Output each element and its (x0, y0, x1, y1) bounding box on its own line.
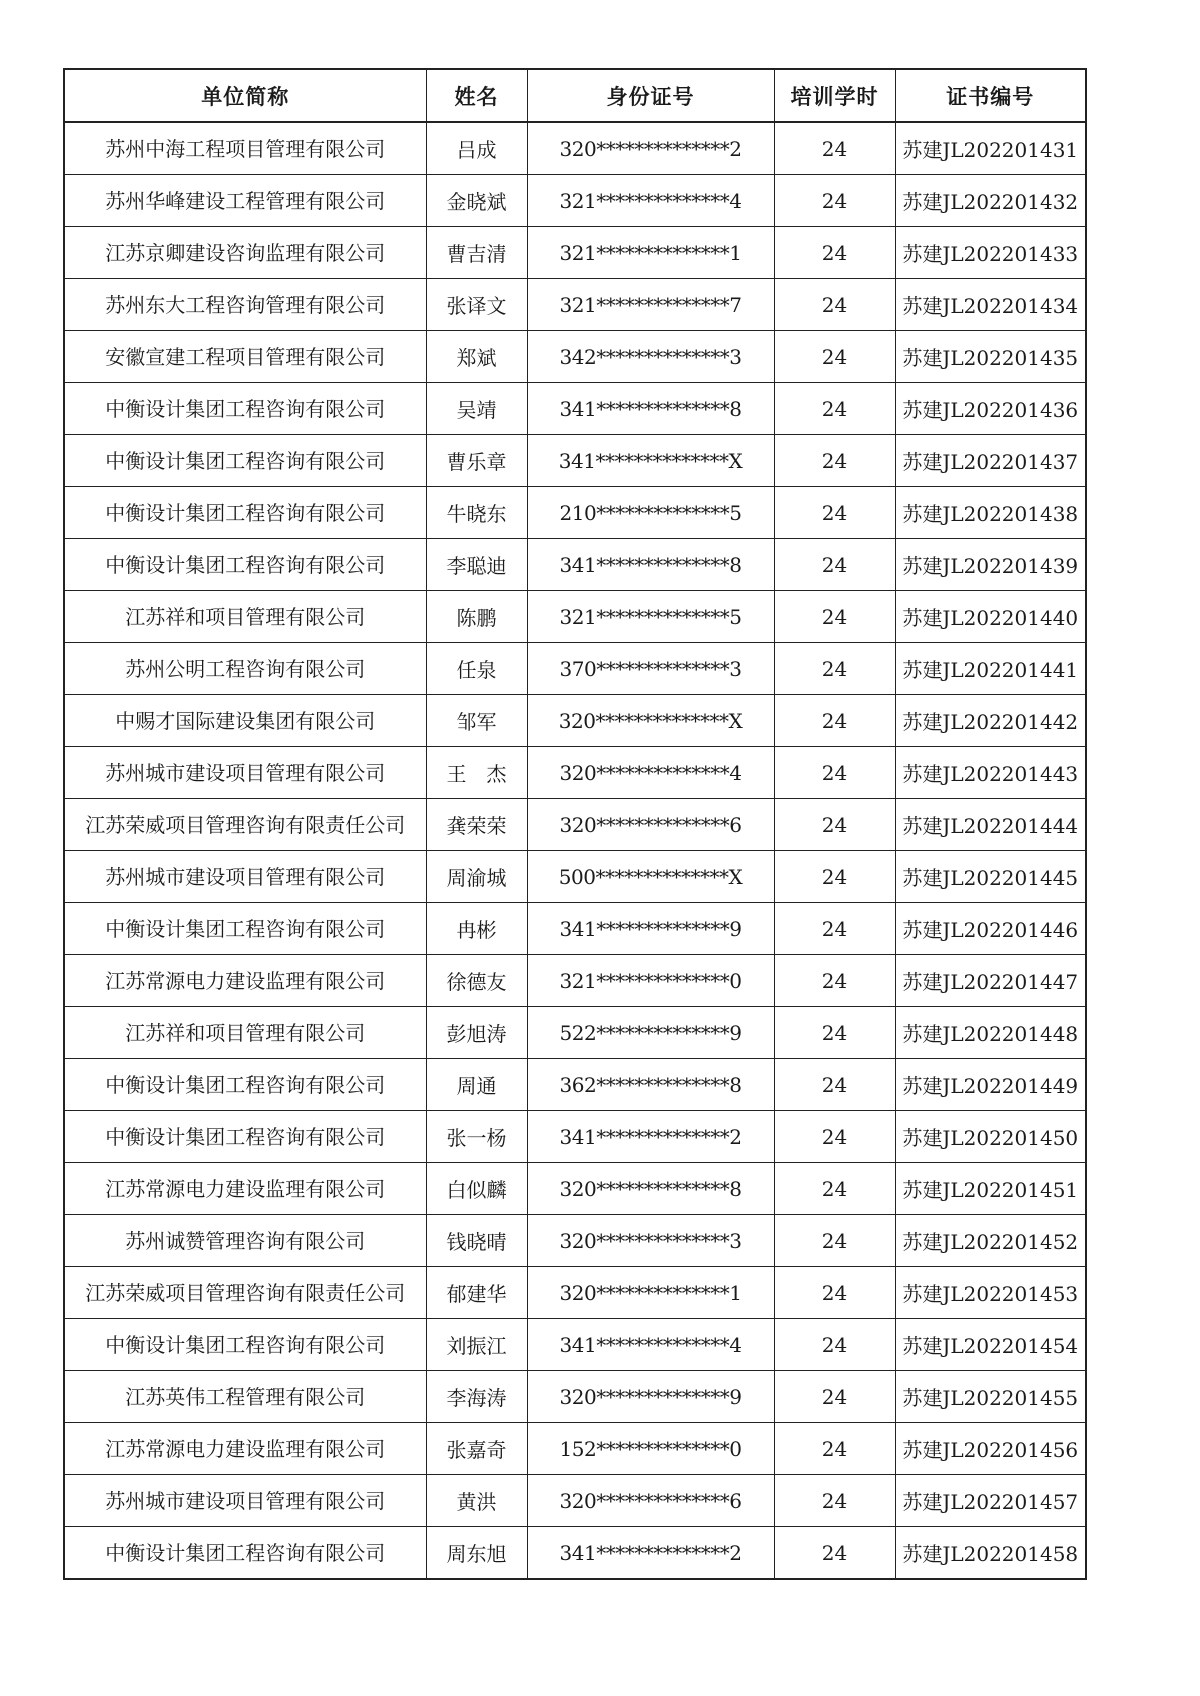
cell-training-hours: 24 (774, 1267, 895, 1319)
table-row (64, 1319, 1086, 1371)
cell-training-hours: 24 (774, 1371, 895, 1423)
cell-id-number: 321**************7 (527, 279, 774, 331)
cell-training-hours: 24 (774, 591, 895, 643)
cell-training-hours: 24 (774, 331, 895, 383)
cell-training-hours: 24 (774, 1527, 895, 1580)
cell-company: 苏州中海工程项目管理有限公司 (64, 122, 426, 175)
cell-company: 中赐才国际建设集团有限公司 (64, 695, 426, 747)
cell-name: 龚荣荣 (426, 799, 527, 851)
header-training-hours: 培训学时 (774, 69, 895, 122)
cell-certificate-no: 苏建JL202201453 (895, 1267, 1086, 1319)
cell-certificate-no: 苏建JL202201457 (895, 1475, 1086, 1527)
cell-name: 王 杰 (426, 747, 527, 799)
cell-training-hours: 24 (774, 643, 895, 695)
cell-certificate-no: 苏建JL202201439 (895, 539, 1086, 591)
cell-company: 江苏常源电力建设监理有限公司 (64, 1423, 426, 1475)
cell-name: 曹乐章 (426, 435, 527, 487)
cell-id-number: 320**************X (527, 695, 774, 747)
cell-training-hours: 24 (774, 695, 895, 747)
table-row (64, 279, 1086, 331)
cell-training-hours: 24 (774, 1007, 895, 1059)
cell-training-hours: 24 (774, 487, 895, 539)
cell-name: 张一杨 (426, 1111, 527, 1163)
cell-certificate-no: 苏建JL202201443 (895, 747, 1086, 799)
cell-certificate-no: 苏建JL202201441 (895, 643, 1086, 695)
header-certificate-no: 证书编号 (895, 69, 1086, 122)
cell-company: 中衡设计集团工程咨询有限公司 (64, 1059, 426, 1111)
table-row (64, 383, 1086, 435)
cell-certificate-no: 苏建JL202201438 (895, 487, 1086, 539)
cell-certificate-no: 苏建JL202201447 (895, 955, 1086, 1007)
cell-name: 周渝城 (426, 851, 527, 903)
cell-company: 中衡设计集团工程咨询有限公司 (64, 1319, 426, 1371)
cell-name: 彭旭涛 (426, 1007, 527, 1059)
cell-certificate-no: 苏建JL202201452 (895, 1215, 1086, 1267)
cell-training-hours: 24 (774, 903, 895, 955)
cell-name: 郑斌 (426, 331, 527, 383)
cell-name: 李聪迪 (426, 539, 527, 591)
table-header (64, 69, 1086, 122)
cell-certificate-no: 苏建JL202201445 (895, 851, 1086, 903)
cell-training-hours: 24 (774, 1215, 895, 1267)
cell-company: 江苏英伟工程管理有限公司 (64, 1371, 426, 1423)
cell-id-number: 341**************2 (527, 1111, 774, 1163)
cell-certificate-no: 苏建JL202201454 (895, 1319, 1086, 1371)
cell-company: 苏州诚赞管理咨询有限公司 (64, 1215, 426, 1267)
cell-training-hours: 24 (774, 747, 895, 799)
cell-training-hours: 24 (774, 851, 895, 903)
cell-id-number: 341**************2 (527, 1527, 774, 1580)
cell-company: 苏州城市建设项目管理有限公司 (64, 747, 426, 799)
table-row (64, 1215, 1086, 1267)
cell-company: 安徽宣建工程项目管理有限公司 (64, 331, 426, 383)
cell-certificate-no: 苏建JL202201431 (895, 122, 1086, 175)
training-roster-table (63, 68, 1087, 1580)
table-row (64, 1111, 1086, 1163)
cell-id-number: 320**************3 (527, 1215, 774, 1267)
cell-name: 冉彬 (426, 903, 527, 955)
cell-company: 苏州东大工程咨询管理有限公司 (64, 279, 426, 331)
table-row (64, 1371, 1086, 1423)
cell-id-number: 320**************1 (527, 1267, 774, 1319)
table-row (64, 539, 1086, 591)
cell-name: 周通 (426, 1059, 527, 1111)
cell-certificate-no: 苏建JL202201455 (895, 1371, 1086, 1423)
cell-id-number: 362**************8 (527, 1059, 774, 1111)
cell-name: 陈鹏 (426, 591, 527, 643)
cell-name: 吴靖 (426, 383, 527, 435)
cell-company: 中衡设计集团工程咨询有限公司 (64, 903, 426, 955)
cell-certificate-no: 苏建JL202201456 (895, 1423, 1086, 1475)
cell-certificate-no: 苏建JL202201436 (895, 383, 1086, 435)
cell-id-number: 341**************X (527, 435, 774, 487)
cell-certificate-no: 苏建JL202201435 (895, 331, 1086, 383)
cell-company: 中衡设计集团工程咨询有限公司 (64, 1527, 426, 1580)
header-company: 单位简称 (64, 69, 426, 122)
cell-name: 任泉 (426, 643, 527, 695)
cell-company: 中衡设计集团工程咨询有限公司 (64, 383, 426, 435)
cell-id-number: 341**************8 (527, 383, 774, 435)
cell-company: 中衡设计集团工程咨询有限公司 (64, 487, 426, 539)
cell-id-number: 522**************9 (527, 1007, 774, 1059)
cell-id-number: 320**************2 (527, 122, 774, 175)
cell-name: 张译文 (426, 279, 527, 331)
cell-training-hours: 24 (774, 435, 895, 487)
cell-name: 钱晓晴 (426, 1215, 527, 1267)
cell-certificate-no: 苏建JL202201448 (895, 1007, 1086, 1059)
table-row (64, 331, 1086, 383)
table-row (64, 1267, 1086, 1319)
table-row (64, 1423, 1086, 1475)
cell-certificate-no: 苏建JL202201444 (895, 799, 1086, 851)
cell-id-number: 210**************5 (527, 487, 774, 539)
table-row (64, 1059, 1086, 1111)
table-row (64, 955, 1086, 1007)
cell-training-hours: 24 (774, 383, 895, 435)
header-name: 姓名 (426, 69, 527, 122)
cell-company: 江苏常源电力建设监理有限公司 (64, 955, 426, 1007)
cell-certificate-no: 苏建JL202201440 (895, 591, 1086, 643)
cell-certificate-no: 苏建JL202201449 (895, 1059, 1086, 1111)
cell-training-hours: 24 (774, 1475, 895, 1527)
cell-company: 江苏常源电力建设监理有限公司 (64, 1163, 426, 1215)
cell-name: 牛晓东 (426, 487, 527, 539)
cell-training-hours: 24 (774, 122, 895, 175)
header-row (64, 69, 1086, 122)
table-row (64, 122, 1086, 175)
cell-certificate-no: 苏建JL202201442 (895, 695, 1086, 747)
table-row (64, 175, 1086, 227)
cell-company: 江苏祥和项目管理有限公司 (64, 591, 426, 643)
cell-certificate-no: 苏建JL202201458 (895, 1527, 1086, 1580)
cell-id-number: 320**************6 (527, 1475, 774, 1527)
cell-id-number: 152**************0 (527, 1423, 774, 1475)
cell-name: 黄洪 (426, 1475, 527, 1527)
cell-name: 李海涛 (426, 1371, 527, 1423)
table-row (64, 643, 1086, 695)
table-row (64, 799, 1086, 851)
table-row (64, 591, 1086, 643)
cell-id-number: 321**************5 (527, 591, 774, 643)
cell-company: 苏州华峰建设工程管理有限公司 (64, 175, 426, 227)
cell-name: 张嘉奇 (426, 1423, 527, 1475)
cell-training-hours: 24 (774, 955, 895, 1007)
cell-id-number: 341**************9 (527, 903, 774, 955)
cell-name: 吕成 (426, 122, 527, 175)
table-row (64, 487, 1086, 539)
cell-id-number: 321**************4 (527, 175, 774, 227)
cell-company: 中衡设计集团工程咨询有限公司 (64, 539, 426, 591)
cell-id-number: 342**************3 (527, 331, 774, 383)
table-row (64, 903, 1086, 955)
cell-company: 江苏祥和项目管理有限公司 (64, 1007, 426, 1059)
table-row (64, 1527, 1086, 1580)
cell-training-hours: 24 (774, 1163, 895, 1215)
cell-certificate-no: 苏建JL202201446 (895, 903, 1086, 955)
cell-name: 曹吉清 (426, 227, 527, 279)
cell-certificate-no: 苏建JL202201437 (895, 435, 1086, 487)
table-row (64, 1163, 1086, 1215)
cell-company: 苏州城市建设项目管理有限公司 (64, 851, 426, 903)
cell-name: 金晓斌 (426, 175, 527, 227)
table-body (64, 122, 1086, 1579)
cell-training-hours: 24 (774, 1059, 895, 1111)
cell-id-number: 341**************8 (527, 539, 774, 591)
cell-certificate-no: 苏建JL202201432 (895, 175, 1086, 227)
cell-id-number: 370**************3 (527, 643, 774, 695)
cell-company: 苏州公明工程咨询有限公司 (64, 643, 426, 695)
cell-company: 江苏荣威项目管理咨询有限责任公司 (64, 799, 426, 851)
cell-company: 中衡设计集团工程咨询有限公司 (64, 1111, 426, 1163)
cell-training-hours: 24 (774, 799, 895, 851)
cell-company: 江苏荣威项目管理咨询有限责任公司 (64, 1267, 426, 1319)
table-row (64, 227, 1086, 279)
cell-name: 刘振江 (426, 1319, 527, 1371)
cell-training-hours: 24 (774, 1111, 895, 1163)
cell-id-number: 500**************X (527, 851, 774, 903)
cell-company: 中衡设计集团工程咨询有限公司 (64, 435, 426, 487)
cell-id-number: 320**************6 (527, 799, 774, 851)
cell-company: 苏州城市建设项目管理有限公司 (64, 1475, 426, 1527)
cell-name: 徐德友 (426, 955, 527, 1007)
table-row (64, 1475, 1086, 1527)
cell-id-number: 320**************4 (527, 747, 774, 799)
cell-training-hours: 24 (774, 1423, 895, 1475)
cell-name: 郁建华 (426, 1267, 527, 1319)
cell-training-hours: 24 (774, 279, 895, 331)
cell-name: 周东旭 (426, 1527, 527, 1580)
table-row (64, 435, 1086, 487)
cell-id-number: 320**************9 (527, 1371, 774, 1423)
cell-id-number: 341**************4 (527, 1319, 774, 1371)
cell-id-number: 321**************1 (527, 227, 774, 279)
table-row (64, 695, 1086, 747)
cell-name: 邹军 (426, 695, 527, 747)
table-row (64, 851, 1086, 903)
cell-id-number: 321**************0 (527, 955, 774, 1007)
cell-id-number: 320**************8 (527, 1163, 774, 1215)
header-id-number: 身份证号 (527, 69, 774, 122)
cell-certificate-no: 苏建JL202201450 (895, 1111, 1086, 1163)
table-row (64, 1007, 1086, 1059)
cell-training-hours: 24 (774, 1319, 895, 1371)
cell-training-hours: 24 (774, 227, 895, 279)
cell-training-hours: 24 (774, 539, 895, 591)
cell-certificate-no: 苏建JL202201451 (895, 1163, 1086, 1215)
table-row (64, 747, 1086, 799)
cell-certificate-no: 苏建JL202201433 (895, 227, 1086, 279)
cell-name: 白似麟 (426, 1163, 527, 1215)
cell-company: 江苏京卿建设咨询监理有限公司 (64, 227, 426, 279)
cell-certificate-no: 苏建JL202201434 (895, 279, 1086, 331)
cell-training-hours: 24 (774, 175, 895, 227)
